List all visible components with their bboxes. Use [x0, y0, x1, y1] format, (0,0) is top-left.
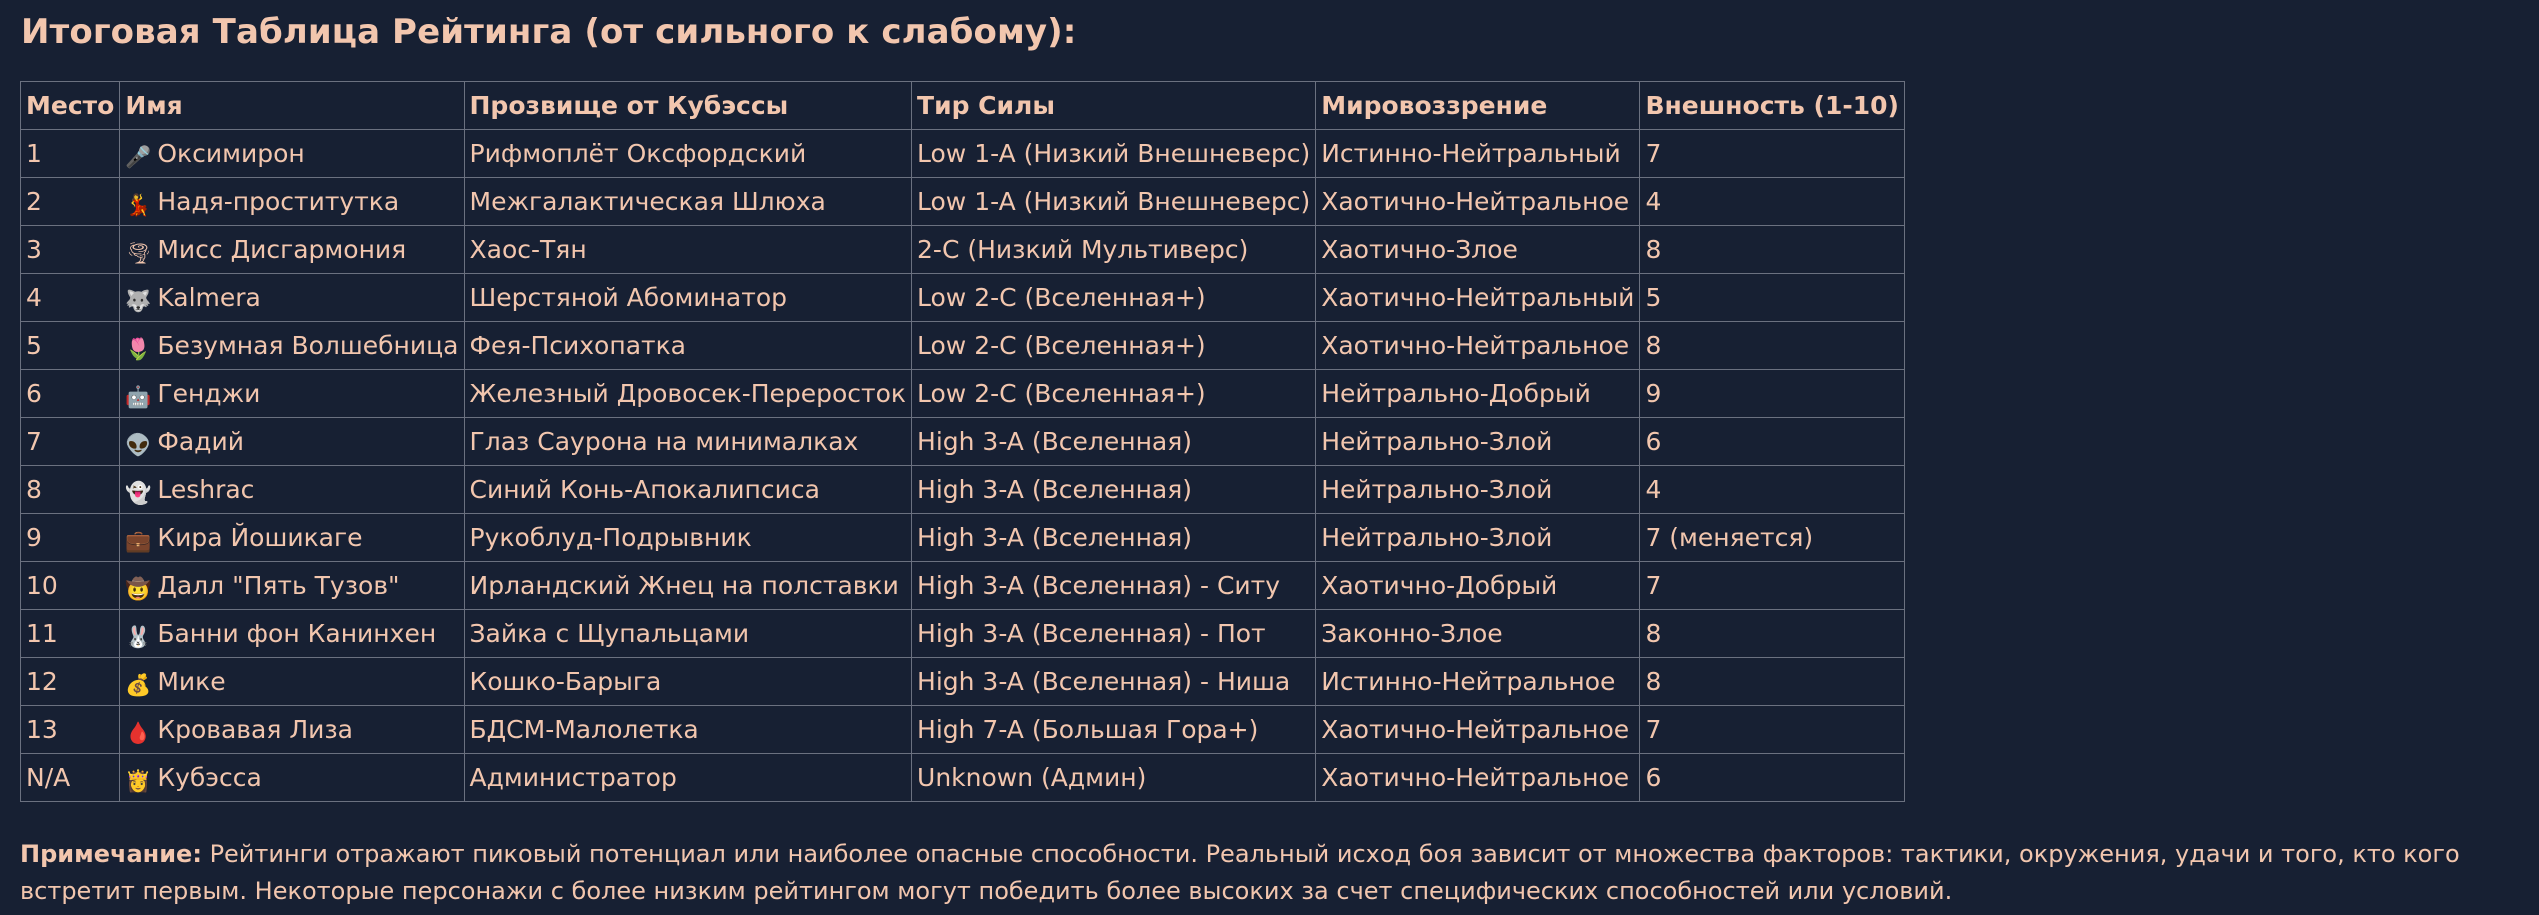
- cell-alignment: Хаотично-Нейтральный: [1316, 274, 1640, 322]
- table-row: [21, 226, 1905, 274]
- cell-tier: High 3-A (Вселенная): [912, 418, 1316, 466]
- table-row: [21, 466, 1905, 514]
- cell-alignment: Истинно-Нейтральный: [1316, 130, 1640, 178]
- cell-place: N/A: [21, 754, 120, 802]
- cell-alignment: Нейтрально-Злой: [1316, 466, 1640, 514]
- cell-name: [120, 658, 464, 706]
- cell-alignment: Хаотично-Нейтральное: [1316, 178, 1640, 226]
- header-place: Место: [21, 82, 120, 130]
- cell-nickname: Хаос-Тян: [464, 226, 912, 274]
- character-name: Кубэсса: [157, 762, 262, 792]
- character-name: Мисс Дисгармония: [157, 234, 407, 264]
- table-row: [21, 658, 1905, 706]
- cell-alignment: Хаотично-Добрый: [1316, 562, 1640, 610]
- cell-tier: High 3-A (Вселенная) - Пот: [912, 610, 1316, 658]
- tulip-icon: 🌷: [125, 336, 152, 361]
- cell-looks: 8: [1640, 610, 1905, 658]
- cell-alignment: Хаотично-Нейтральное: [1316, 706, 1640, 754]
- character-name: Безумная Волшебница: [157, 330, 459, 360]
- cell-looks: 9: [1640, 370, 1905, 418]
- cell-nickname: Синий Конь-Апокалипсиса: [464, 466, 912, 514]
- cell-looks: 6: [1640, 754, 1905, 802]
- cell-name: [120, 514, 464, 562]
- footnote: [20, 836, 2530, 910]
- cell-tier: High 7-A (Большая Гора+): [912, 706, 1316, 754]
- cell-name: [120, 178, 464, 226]
- cell-nickname: Рифмоплёт Оксфордский: [464, 130, 912, 178]
- cowboy-icon: 🤠: [125, 576, 152, 601]
- briefcase-icon: 💼: [125, 528, 152, 553]
- cell-tier: Low 2-C (Вселенная+): [912, 322, 1316, 370]
- character-name: Оксимирон: [157, 138, 305, 168]
- cell-place: 9: [21, 514, 120, 562]
- cell-nickname: Администратор: [464, 754, 912, 802]
- table-row: [21, 274, 1905, 322]
- table-row: [21, 706, 1905, 754]
- cell-tier: High 3-A (Вселенная) - Ситу: [912, 562, 1316, 610]
- cell-tier: Low 2-C (Вселенная+): [912, 370, 1316, 418]
- cell-tier: Low 1-A (Низкий Внешневерс): [912, 130, 1316, 178]
- table-row: [21, 610, 1905, 658]
- character-name: Leshrac: [157, 474, 255, 504]
- cell-alignment: Нейтрально-Добрый: [1316, 370, 1640, 418]
- cell-alignment: Законно-Злое: [1316, 610, 1640, 658]
- cell-looks: 7: [1640, 130, 1905, 178]
- character-name: Банни фон Канинхен: [157, 618, 437, 648]
- cell-name: [120, 610, 464, 658]
- cell-place: 1: [21, 130, 120, 178]
- cell-place: 5: [21, 322, 120, 370]
- cell-place: 10: [21, 562, 120, 610]
- rabbit-icon: 🐰: [125, 624, 152, 649]
- wolf-icon: 🐺: [125, 288, 152, 313]
- cell-name: [120, 706, 464, 754]
- tornado-icon: 🌪: [125, 240, 152, 265]
- table-row: [21, 178, 1905, 226]
- cell-tier: Low 1-A (Низкий Внешневерс): [912, 178, 1316, 226]
- dancer-icon: 💃: [125, 192, 152, 217]
- footnote-label: Примечание:: [20, 840, 202, 868]
- cell-name: [120, 274, 464, 322]
- cell-nickname: Межгалактическая Шлюха: [464, 178, 912, 226]
- cell-name: [120, 226, 464, 274]
- rating-table: [20, 81, 1905, 802]
- cell-place: 4: [21, 274, 120, 322]
- cell-nickname: Ирландский Жнец на полставки: [464, 562, 912, 610]
- character-name: Фадий: [157, 426, 244, 456]
- table-row: [21, 754, 1905, 802]
- header-name: Имя: [120, 82, 464, 130]
- cell-looks: 7 (меняется): [1640, 514, 1905, 562]
- cell-alignment: Хаотично-Нейтральное: [1316, 322, 1640, 370]
- table-row: [21, 370, 1905, 418]
- header-tier: Тир Силы: [912, 82, 1316, 130]
- blood-drop-icon: 🩸: [125, 720, 152, 745]
- cell-nickname: Рукоблуд-Подрывник: [464, 514, 912, 562]
- cell-name: [120, 130, 464, 178]
- header-looks: Внешность (1-10): [1640, 82, 1905, 130]
- cell-nickname: Железный Дровосек-Переросток: [464, 370, 912, 418]
- table-header: [21, 82, 1905, 130]
- cell-alignment: Нейтрально-Злой: [1316, 418, 1640, 466]
- cell-looks: 6: [1640, 418, 1905, 466]
- table-row: [21, 322, 1905, 370]
- cell-alignment: Хаотично-Злое: [1316, 226, 1640, 274]
- cell-tier: Unknown (Админ): [912, 754, 1316, 802]
- cell-place: 11: [21, 610, 120, 658]
- page-title: Итоговая Таблица Рейтинга (от сильного к слабому):: [21, 12, 1077, 52]
- table-header-row: [21, 82, 1905, 130]
- alien-icon: 👽: [125, 432, 152, 457]
- header-nickname: Прозвище от Кубэссы: [464, 82, 912, 130]
- cell-name: [120, 370, 464, 418]
- cell-looks: 7: [1640, 562, 1905, 610]
- cell-alignment: Хаотично-Нейтральное: [1316, 754, 1640, 802]
- robot-face-icon: 🤖: [125, 384, 152, 409]
- character-name: Далл "Пять Тузов": [157, 570, 400, 600]
- header-alignment: Мировоззрение: [1316, 82, 1640, 130]
- cell-place: 3: [21, 226, 120, 274]
- cell-place: 6: [21, 370, 120, 418]
- character-name: Надя-проститутка: [157, 186, 400, 216]
- character-name: Кровавая Лиза: [157, 714, 353, 744]
- cell-tier: High 3-A (Вселенная): [912, 466, 1316, 514]
- cell-name: [120, 754, 464, 802]
- cell-place: 12: [21, 658, 120, 706]
- cell-looks: 7: [1640, 706, 1905, 754]
- ghost-icon: 👻: [125, 480, 152, 505]
- cell-looks: 8: [1640, 322, 1905, 370]
- table-row: [21, 418, 1905, 466]
- cell-tier: High 3-A (Вселенная) - Ниша: [912, 658, 1316, 706]
- cell-name: [120, 562, 464, 610]
- cell-name: [120, 322, 464, 370]
- table-row: [21, 514, 1905, 562]
- cell-alignment: Истинно-Нейтральное: [1316, 658, 1640, 706]
- cell-nickname: Глаз Саурона на минималках: [464, 418, 912, 466]
- table-row: [21, 130, 1905, 178]
- table-body: [21, 130, 1905, 802]
- cell-place: 7: [21, 418, 120, 466]
- footnote-text: Рейтинги отражают пиковый потенциал или наиболее опасные способности. Реальный исход боя зависит от множества факторов: тактики, окружения, удачи и того, кто кого встретит первым. Некоторые персонажи с более низким рейтингом могут победить более высоких за счет специфических способностей или условий.: [20, 840, 2460, 905]
- cell-nickname: Зайка с Щупальцами: [464, 610, 912, 658]
- character-name: Генджи: [157, 378, 261, 408]
- cell-name: [120, 418, 464, 466]
- cell-looks: 8: [1640, 226, 1905, 274]
- crowned-person-icon: 👸: [125, 768, 152, 793]
- character-name: Мике: [157, 666, 226, 696]
- character-name: Кира Йошикаге: [157, 522, 363, 552]
- money-bag-icon: 💰: [125, 672, 152, 697]
- cell-tier: High 3-A (Вселенная): [912, 514, 1316, 562]
- cell-looks: 8: [1640, 658, 1905, 706]
- cell-nickname: Кошко-Барыга: [464, 658, 912, 706]
- cell-tier: 2-C (Низкий Мультиверс): [912, 226, 1316, 274]
- cell-nickname: Фея-Психопатка: [464, 322, 912, 370]
- cell-place: 8: [21, 466, 120, 514]
- cell-place: 13: [21, 706, 120, 754]
- character-name: Kalmera: [157, 282, 261, 312]
- cell-looks: 5: [1640, 274, 1905, 322]
- cell-looks: 4: [1640, 178, 1905, 226]
- cell-tier: Low 2-C (Вселенная+): [912, 274, 1316, 322]
- cell-alignment: Нейтрально-Злой: [1316, 514, 1640, 562]
- cell-nickname: Шерстяной Абоминатор: [464, 274, 912, 322]
- table-row: [21, 562, 1905, 610]
- microphone-icon: 🎤: [125, 144, 152, 169]
- cell-nickname: БДСМ-Малолетка: [464, 706, 912, 754]
- cell-looks: 4: [1640, 466, 1905, 514]
- cell-name: [120, 466, 464, 514]
- cell-place: 2: [21, 178, 120, 226]
